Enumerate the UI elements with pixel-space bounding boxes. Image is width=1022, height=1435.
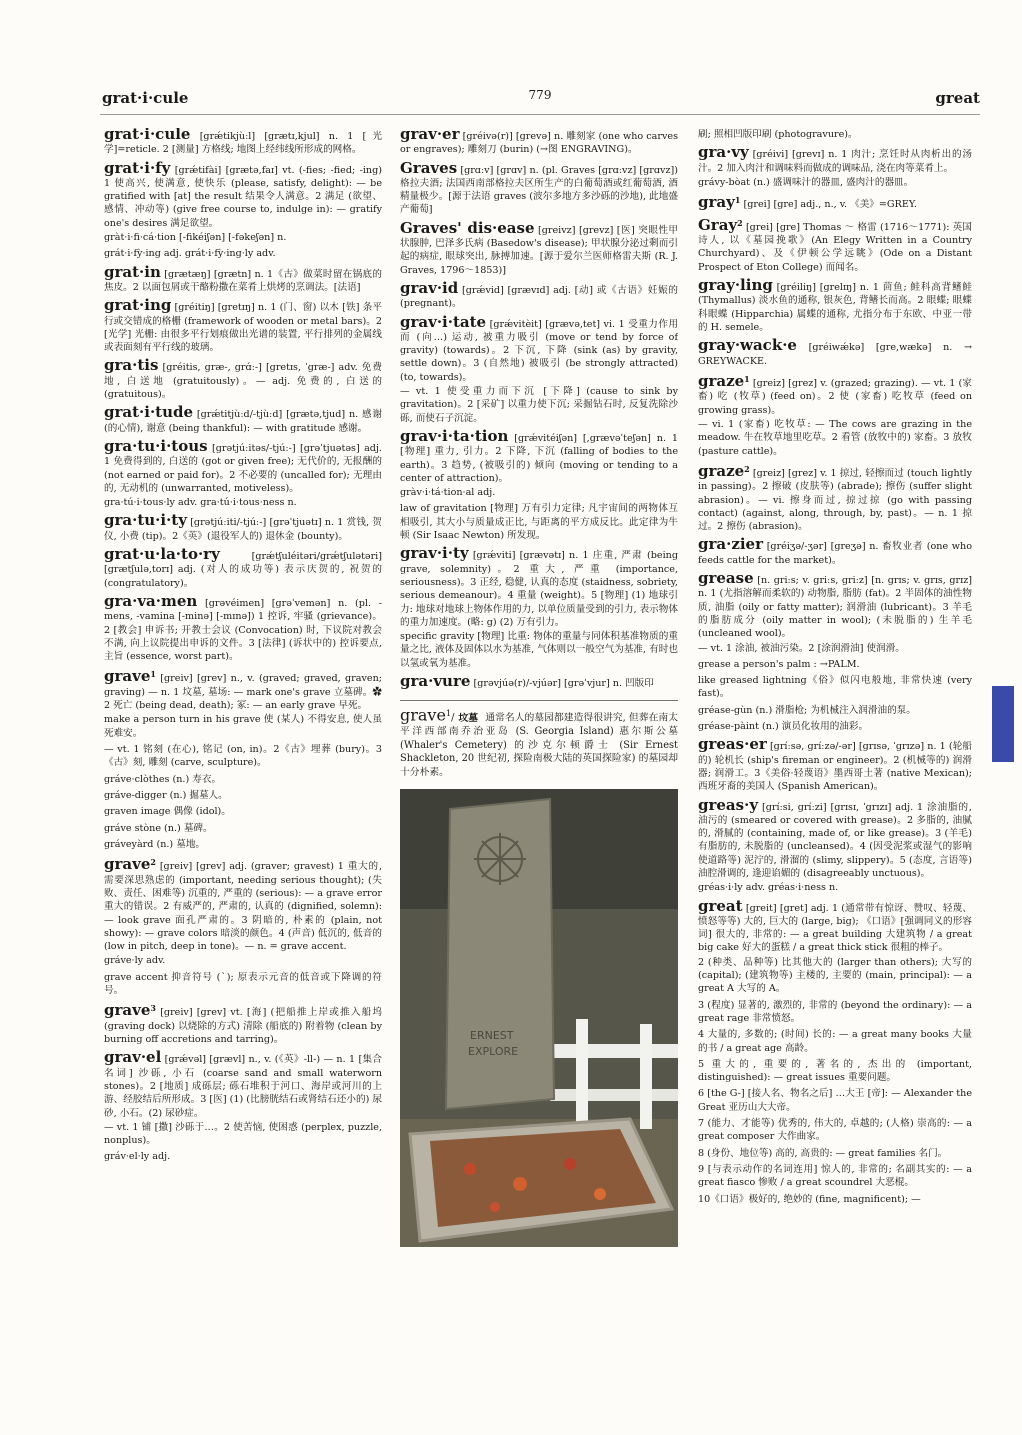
sub-entry: specific gravity [物理] 比重: 物体的重量与同体积基准物质的重量之比, 液体及固体以水为基准, 气体则以一般空气为基准, 有时也以氢或氧为基准。 [400, 631, 678, 669]
sub-entry: 8 (身份、地位等) 高的, 高贵的: — great families 名门。 [698, 1147, 948, 1159]
definition-text: [grəvjúə(r)/-vjúər] [grəˈvjur] n. 凹版印 [473, 677, 654, 689]
headword: grav·i·tate [400, 312, 487, 331]
headword: Gray [698, 215, 738, 234]
dictionary-entry [104, 591, 382, 663]
homograph-number: 2 [737, 217, 743, 228]
guide-word-left: grat·i·cule [102, 89, 189, 107]
dictionary-entry [400, 278, 678, 311]
sub-entry: 3 (程度) 显著的, 激烈的, 非常的 (beyond the ordinary): — a great rage 非常愤怒。 [698, 999, 972, 1024]
headword: gray·ling [698, 276, 773, 295]
headword: Graves' dis·ease [400, 218, 535, 237]
sub-entry: — vt. 1 使受重力而下沉 [下降] (cause to sink by gravitation)。2 [采矿] 以重力使下沉; 采掘钻石时, 反复洗除沙砾, 而使石子沉淀。 [400, 386, 678, 424]
sub-entry: grave accent 抑音符号 (ˋ); 原表示元音的低音或下降调的符号。 [104, 971, 382, 996]
dictionary-entry [698, 336, 972, 368]
headword: grat·ing [104, 296, 172, 315]
fence-post [576, 1019, 588, 1129]
dictionary-entry [400, 312, 678, 425]
sub-entry: gràt·i·fi·cá·tion [-fikéiʃən] [-fəkeʃən] n. [104, 232, 287, 244]
column-2 [400, 128, 678, 1368]
note-title: 坟墓 [458, 712, 479, 724]
sub-entry: 10《口语》极好的, 绝妙的 (fine, magnificent); — [698, 1193, 921, 1205]
definition-text: 刷; 照相凹版印刷 (photogravure)。 [698, 129, 858, 140]
sub-entry: grease a person's palm : →PALM. [698, 658, 860, 670]
column-3 [698, 128, 972, 1368]
headword: graze [698, 461, 745, 480]
definition-text: [grætæŋ] [grætn] n. 1《古》做菜时留在锅底的焦皮。2 以面包屑或干酪粉撒在菜肴上烘烤的烹调法。[法语] [104, 268, 382, 293]
sub-entry: gráveyàrd (n.) 墓地。 [104, 838, 206, 850]
definition-text: [gréitis, græ-, grɑ́ː-] [gretɪs, ˈgræ-] adv. 免费地, 白送地 (gratuitously)。— adj. 免费的, 白送的 (gratuitous)。 [104, 362, 382, 401]
dictionary-entry [698, 535, 972, 567]
dictionary-entry [104, 545, 382, 590]
dictionary-entry [400, 544, 678, 670]
sub-entry: gráve-digger (n.) 掘墓人。 [104, 789, 228, 801]
sub-entry: 9 [与表示动作的名词连用] 惊人的, 非常的; 名副其实的: — a great fiasco 惨败 / a great scoundrel 大恶棍。 [698, 1163, 972, 1189]
definition-text: [gríːsə, gríːzə/-ər] [grɪsə, ˈgrɪzə] n. 1 (轮船的) 轮机长 (ship's fireman or engineer)。2 (机械等的) 润滑器; 润滑工。3《美俗·轻蔑语》墨西哥土著 (native Mexican); 西班牙裔的美国人 (Spanish American)。 [698, 741, 972, 793]
definition-text: [greit] [gret] adj. 1 (通常带有惊讶、赞叹、轻蔑、愤怒等等) 大的, 巨大的 (large, big); 《口语》[强调同义的形容词] 很大的, 非常的: — a great building 大建筑物 / a great big cake 好大的蛋糕 / a great thick stick 很粗的棒子。 [698, 902, 972, 954]
headword: greas·er [698, 735, 767, 754]
headword: graze [698, 372, 745, 391]
sub-entry: gréas·i·ly adv. gréas·i·ness n. [698, 882, 839, 894]
definition-text: [grǽtitjùːd/-tjùːd] [grætə,tjud] n. 感谢 (的心情), 谢意 (being thankful): — with gratitude 感谢。 [104, 409, 382, 434]
definition-text: [greiz] [grez] v. (grazed; grazing). — vt. 1 (家畜) 吃 (牧草) (feed on)。2 使 (家畜) 吃牧草 (feed on growing grass)。 [698, 378, 972, 416]
definition-text: [grei] [gre] Thomas ～ 格雷 (1716～1771): 英国诗人, 以《墓园挽歌》(An Elegy Written in a Country Churchyard)、及《伊顿公学远眺》(Ode on a Distant Prospect of Eton College) 而闻名。 [698, 221, 972, 273]
definition-text: [grǽtʃuléitəri/grǽtʃulətəri] [grætʃulə,torɪ] adj. (对人的成功等) 表示庆贺的, 祝贺的 (congratulatory)。 [104, 551, 382, 589]
dictionary-entry [698, 194, 972, 211]
sub-entry: gráve·ly adv. [104, 955, 166, 967]
headword: great [698, 896, 743, 915]
definition-text: [grǽtikjùːl] [grætɪ,kjul] n. 1 [光学]=reticle. 2 [测量] 方格线; 地图上经纬线所形成的网格。 [104, 131, 382, 156]
dictionary-entry [104, 856, 382, 997]
definition-text: [grətjúːitəs/-tjúː-] [grəˈtjuətəs] adj. 1 免费得到的, 白送的 (got or given free); 无代价的, 无报酬的 (not earned or paid for)。2 不必要的 (uncalled for); 无理由的, 无动机的 (unwarranted, motiveless)。 [104, 442, 382, 494]
dictionary-entry [698, 373, 972, 458]
dictionary-entry [400, 158, 678, 217]
homograph-number: 1 [734, 195, 741, 206]
definition-text: [gréiʒə/-ʒər] [greʒə] n. 畜牧业者 (one who feeds cattle for the market)。 [698, 541, 972, 566]
definition-text: [gréivi] [grevɪ] n. 1 肉汁; 烹饪时从肉析出的汤汁。2 加入肉汁和调味料而做成的调味品, 浇在肉等菜肴上。 [698, 149, 972, 174]
definition-text: [greiz] [grez] v. 1 掠过, 轻擦而过 (touch lightly in passing)。2 擦破 (皮肤等) (abrade); 擦伤 (suffer slight abrasion)。— vi. 擦身而过, 掠过掠 (go with passing contact) (against, along, through, by, past)。— n. 1 掠过。2 擦伤 (abrasion)。 [698, 467, 972, 533]
dictionary-entry [104, 262, 382, 295]
definition-text: [greiv] [grev] n., v. (graved; graved, graven; graving) — n. 1 坟墓, 墓场: — mark one's grave 立墓碑。✿ 2 死亡 (being dead, death); 冢: — an early grave 早死。 [104, 673, 382, 712]
sub-entry: grávy-bòat (n.) 盛调味汁的器皿, 盛肉汁的器皿。 [698, 176, 914, 188]
sub-entry: gráve stòne (n.) 墓碑。 [104, 822, 213, 834]
sub-entry: — vt. 1 铭刻 (在心), 铭记 (on, in)。2《古》埋葬 (bury)。3《古》刻, 雕刻 (carve, sculpture)。 [104, 744, 382, 769]
headword: gra·tu·i·tous [104, 436, 208, 455]
headword: grave [104, 855, 151, 874]
definition-text: [n. griːs; v. griːs, griːz] [n. grɪs; v. grɪs, grɪz] n. 1 (尤指溶解而柔软的) 动物脂, 脂肪 (fat)。2 半固体的油性物质, 油脂 (oily or fatty matter); 润滑油 (lubricant)。3 羊毛的脂肪成分 (oily matter in wool); (未脱脂的) 生羊毛 (uncleaned wool)。 [698, 575, 972, 640]
definition-text: [grei] [gre] adj., n., v. 《美》=GREY. [743, 199, 917, 211]
dictionary-entry [400, 426, 678, 542]
headword: grave [104, 1001, 151, 1020]
headword: grav·id [400, 278, 459, 297]
sub-entry: gra·tú·i·tous·ly adv. gra·tú·i·tous·ness n. [104, 497, 297, 509]
sub-entry: like greased lightning《俗》似闪电般地, 非常快速 (very fast)。 [698, 675, 972, 700]
homograph-number: 1 [150, 669, 156, 680]
definition-text: [gríːsi, gríːzi] [grɪsɪ, ˈgrɪzɪ] adj. 1 涂油脂的, 油污的 (smeared or covered with grease)。2 多脂的, 油腻的, 滑腻的 (containing, made of, or like grease)。3 (羊毛) 有脂肪的, 未脱脂的 (uncleansed)。4 (因受泥浆或湿气的影响使道路等) 泥泞的, 滑溜的 (slimy, slippery)。5 (态度, 言语等) 油腔滑调的, 逢迎谄媚的 (disagreeably unctuous)。 [698, 801, 972, 879]
sub-entry: — vt. 1 铺 [撒] 沙砾于…。2 使苦恼, 使困惑 (perplex, puzzle, nonplus)。 [104, 1121, 382, 1147]
headword: grat·in [104, 262, 161, 281]
headword: grat·i·tude [104, 403, 194, 422]
headword: gra·vure [400, 671, 471, 690]
definition-text: [gréitiŋ] [gretɪŋ] n. 1 (门、窗) 以木 [铁] 条平行或交错成的格栅 (framework of wooden or metal bars)。2 [光学] 光栅: 由很多平行划痕做出光谱的装置, 平行排列的金属线或表面刻有平行线的玻璃。 [104, 302, 382, 354]
running-header [100, 82, 980, 115]
sub-entry: 5 重大的, 重要的, 著名的, 杰出的 (important, distinguished): — great issues 重要问题。 [698, 1058, 972, 1084]
definition-text: [greiv] [grev] adj. (graver; gravest) 1 重大的, 需要深思熟虑的 (important, needing serious thought); (失败、责任、困难等) 沉重的, 严重的 (serious): — a grave error 重大的错误。2 有威严的, 严肃的, 认真的 (dignified, solemn): — look grave 面孔严肃的。3 阴暗的, 朴素的 (plain, not showy): — grave colors 暗淡的颜色。4 (声音) 低沉的, 低音的 (low in pitch, deep in tone)。— n. = grave accent. [104, 861, 382, 953]
thumb-index-tab [992, 686, 1014, 762]
homograph-number: 1 [744, 373, 750, 384]
definition-text: [gréiwǽkə] [gre,wækə] n. → GREYWACKE. [698, 342, 972, 367]
sub-entry: law of gravitation [物理] 万有引力定律; 凡宇宙间的两物体互相吸引, 其大小与质量成正比, 与距离的平方成反比。此定律为牛顿 (Sir Isaac Newton) 所发现。 [400, 503, 678, 542]
definition-text: [grəvéimen] [grəˈvemən] n. (pl. -mens, -vamina [-minə] [-mɪnə]) 1 控诉, 牢骚 (grievance)。2 [教会] 申诉书; 开教士会议 (Convocation) 时, 下议院对教会不满, 向上议院提出申诉的文件。3 [法律] (诉状中的) 控诉要点, 主旨 (essence, worst part)。 [104, 597, 382, 663]
dictionary-entry [698, 276, 972, 334]
column-1 [104, 128, 382, 1368]
stone-inscription-2: EXPLORE [468, 1045, 519, 1059]
sub-entry: 2 (种类、品种等) 比其他大的 (larger than others); 大写的 (capital); (建筑物等) 主楼的, 主要的 (main, principal): — a great A 大写的 A。 [698, 956, 972, 995]
dictionary-entry [104, 128, 382, 157]
homograph-number: 2 [150, 857, 156, 868]
headword: grat·i·fy [104, 158, 171, 177]
headword: grav·i·ty [400, 544, 469, 563]
dictionary-entry [698, 143, 972, 189]
headword: gra·va·men [104, 591, 198, 610]
page-number: 779 [528, 88, 552, 102]
guide-word-right: great [935, 89, 980, 107]
dictionary-entry [698, 896, 972, 1206]
dictionary-entry [104, 403, 382, 435]
dictionary-entry [400, 671, 678, 690]
dictionary-entry [104, 296, 382, 354]
fence-rail-top [550, 1044, 678, 1058]
definition-text: [grǽvitéiʃən] [,grævəˈteʃən] n. 1 [物理] 重力, 引力。2 下降, 下沉 (falling of bodies to the earth)。3 趋势, (被吸引的) 倾向 (moving or tending to a center of attraction)。 [400, 432, 678, 484]
definition-text: [grǽvəl] [grævl] n., v. (《英》-ll-) — n. 1 [集合名词] 沙砾, 小石 (coarse sand and small waterworn stones)。2 [地质] 成砾层; 砾石堆积于河口、海岸或河川的上游、经胶结后所形成。3 [医] (1) (比膀胱结石或肾结石还小的) 尿砂, 小石。(2) 尿砂症。 [104, 1054, 382, 1119]
headword: gra·zier [698, 535, 763, 554]
headword: Graves [400, 158, 458, 177]
dictionary-entry [698, 735, 972, 793]
dictionary-entry [104, 511, 382, 543]
headword: grave [104, 667, 151, 686]
dictionary-entry [104, 356, 382, 401]
sub-entry: gràv·i·tá·tion·al adj. [400, 487, 496, 499]
headword: gra·vy [698, 143, 749, 162]
dictionary-entry [104, 158, 382, 261]
stone-inscription-1: ERNEST [470, 1029, 514, 1043]
dictionary-entry [104, 1048, 382, 1163]
homograph-number: 2 [744, 463, 750, 474]
definition-text: [gréivə(r)] [grevə] n. 雕刻家 (one who carves or engraves); 雕刻刀 (burin) (→图 ENGRAVING)。 [400, 131, 678, 156]
definition-text: [grǽvid] [grævɪd] adj. [动] 或《古语》妊娠的 (pregnant)。 [400, 284, 678, 310]
definition-text: [grɑːv] [grɑv] n. (pl. Graves [grɑːvz] [grɑvz]) 格拉夫酒; 法国西南部格拉夫区所生产的白葡萄酒或红葡萄酒, 酒精量极少。[源于法语 graves (波尔多地方多沙砾的沙地), 此地盛产葡萄] [400, 164, 678, 216]
headword: gra·tu·i·ty [104, 511, 187, 530]
dictionary-entry [400, 128, 678, 157]
definition-text: [grǽviti] [grævətɪ] n. 1 庄重, 严肃 (being grave, solemnity)。2 重大, 严重 (importance, seriousness)。3 正经, 稳健, 认真的态度 (staidness, sobriety, serious demeanour)。4 重量 (weight)。5 [物理] (1) 地球引力: 地球对地球上物体作用的力, 以单位质量受到的引力, 表示物体的重力加速度。(略: g) (2) 万有引力。 [400, 550, 678, 628]
definition-text: [grǽtifài] [grætə,faɪ] vt. (-fies; -fied; -ing) 1 使高兴, 使满意, 使快乐 (please, satisfy, delight): — be gratified with [at] the result 结果令人满意。2 满足 (欲望、感情、冲动等) (give free course to, indulge in): — gratify one's desires 满足欲望。 [104, 164, 382, 229]
headword: grav·el [104, 1048, 162, 1067]
homograph-number: 3 [150, 1003, 156, 1014]
dictionary-entry [400, 218, 678, 277]
dictionary-entry [698, 795, 972, 895]
sub-entry: — vt. 1 涂油, 被油污染。2 [涂润滑油] 使润滑。 [698, 642, 905, 654]
sub-entry: gráve·clòthes (n.) 寿衣。 [104, 773, 222, 785]
headword: grease [698, 569, 754, 588]
dictionary-entry [698, 217, 972, 274]
definition-text: [gréiliŋ] [grelɪŋ] n. 1 茴鱼; 鲑科高背鳍鲑 (Thymallus) 淡水鱼的通称, 银灰色, 背鳍长而高。2 眼蝶; 眼蝶科眼蝶 (Hipparchia) 属蝶的通称, 尤指分布于东欧、中亚一带的 H. semele。 [698, 282, 972, 333]
sub-entry: make a person turn in his grave 使 (某人) 不得安息, 使人虽死难安。 [104, 714, 382, 739]
sub-entry: 6 [the G-] [接人名、物名之后] …大王 [帝]: — Alexander the Great 亚历山大大帝。 [698, 1088, 972, 1113]
headword: grav·er [400, 128, 460, 143]
picture-note: grave$^1$/ 坟墓 通常名人的墓园都建造得很讲究, 但葬在南太平洋西部南乔治亚岛 (S. Georgia Island) 惠尔斯公墓 (Whaler's Cemetery) 的沙克尔顿爵士 (Sir Ernest Shackleton, 20 世纪初, 探险南极大陆的英国探险家) 的墓园却十分朴素。 [400, 700, 678, 779]
headword: greas·y [698, 795, 759, 814]
headword: grav·i·ta·tion [400, 426, 509, 445]
definition-text: [grǽvitèit] [grævə,tet] vi. 1 受重力作用而 (向…) 运动, 被重力吸引 (move or tend by force of gravity) (towards)。2 下沉, 下降 (sink (as) by gravity, settle down)。3 (自然地) 被吸引 (be strongly attracted) (to, towards)。 [400, 318, 678, 383]
dictionary-entry [104, 436, 382, 509]
sub-entry: graven image 偶像 (idol)。 [104, 806, 231, 818]
headword: gray [698, 193, 735, 212]
headword: gra·tis [104, 356, 159, 375]
sub-entry: gréase-pàint (n.) 演员化妆用的油彩。 [698, 721, 869, 733]
sub-entry: 7 (能力、才能等) 优秀的, 伟大的, 卓越的; (人格) 崇高的: — a great composer 大作曲家。 [698, 1118, 972, 1143]
dictionary-entry [104, 1002, 382, 1046]
definition-text: [grətjúːiti/-tjúː-] [grəˈtjuətɪ] n. 1 赏钱, 贺仪, 小费 (tip)。2《英》(退役军人的) 退休金 (bounty)。 [104, 517, 382, 542]
dictionary-entry [698, 128, 972, 141]
dictionary-entry [698, 463, 972, 534]
sub-entry: gráv·el·ly adj. [104, 1151, 171, 1163]
note-text: 通常名人的墓园都建造得很讲究, 但葬在南太平洋西部南乔治亚岛 (S. Georgia Island) 惠尔斯公墓 (Whaler's Cemetery) 的沙克尔顿爵士 (Sir Ernest Shackleton, 20 世纪初, 探险南极大陆的英国探险家) 的墓园却十分朴素。 [400, 712, 678, 778]
headword: gray·wack·e [698, 336, 797, 355]
headword: grat·i·cule [104, 128, 191, 143]
note-headword-sup: 1 [445, 708, 452, 719]
fence-rail-bottom [550, 1089, 678, 1101]
sub-entry: grát·i·fỳ·ing adj. grát·i·fỳ·ing·ly adv. [104, 248, 276, 260]
gravestone-photo [400, 789, 678, 1247]
sub-entry: gréase-gùn (n.) 滑脂枪; 为机械注入润滑油的泵。 [698, 704, 916, 716]
dictionary-entry [104, 668, 382, 851]
sub-entry: — vi. 1 (家畜) 吃牧草: — The cows are grazing in the meadow. 牛在牧草地里吃草。2 看管 (放牧中的) 家畜。3 放牧 (pasture cattle)。 [698, 418, 972, 457]
definition-text: [greiv] [grev] vt. [海] (把船推上岸或推入船坞 (graving dock) 以烧除的方式) 清除 (船底的) 附着物 (clean by burning off accretions and tarring)。 [104, 1007, 382, 1046]
definition-text: [greivz] [grevz] [医] 突眼性甲状腺肿, 巴泽多氏病 (Basedow's disease); 甲状腺分泌过剩而引起的病症, 眼球突出, 脉搏加速。[源于爱尔兰医师格雷夫斯 (R. J. Graves, 1796～1853)] [400, 224, 678, 276]
dictionary-entry [698, 569, 972, 733]
headword: grat·u·la·to·ry [104, 545, 220, 564]
sub-entry: 4 大量的, 多数的; (时间) 长的: — a great many books 大量的书 / a great age 高龄。 [698, 1029, 972, 1054]
note-headword: grave [400, 705, 446, 725]
